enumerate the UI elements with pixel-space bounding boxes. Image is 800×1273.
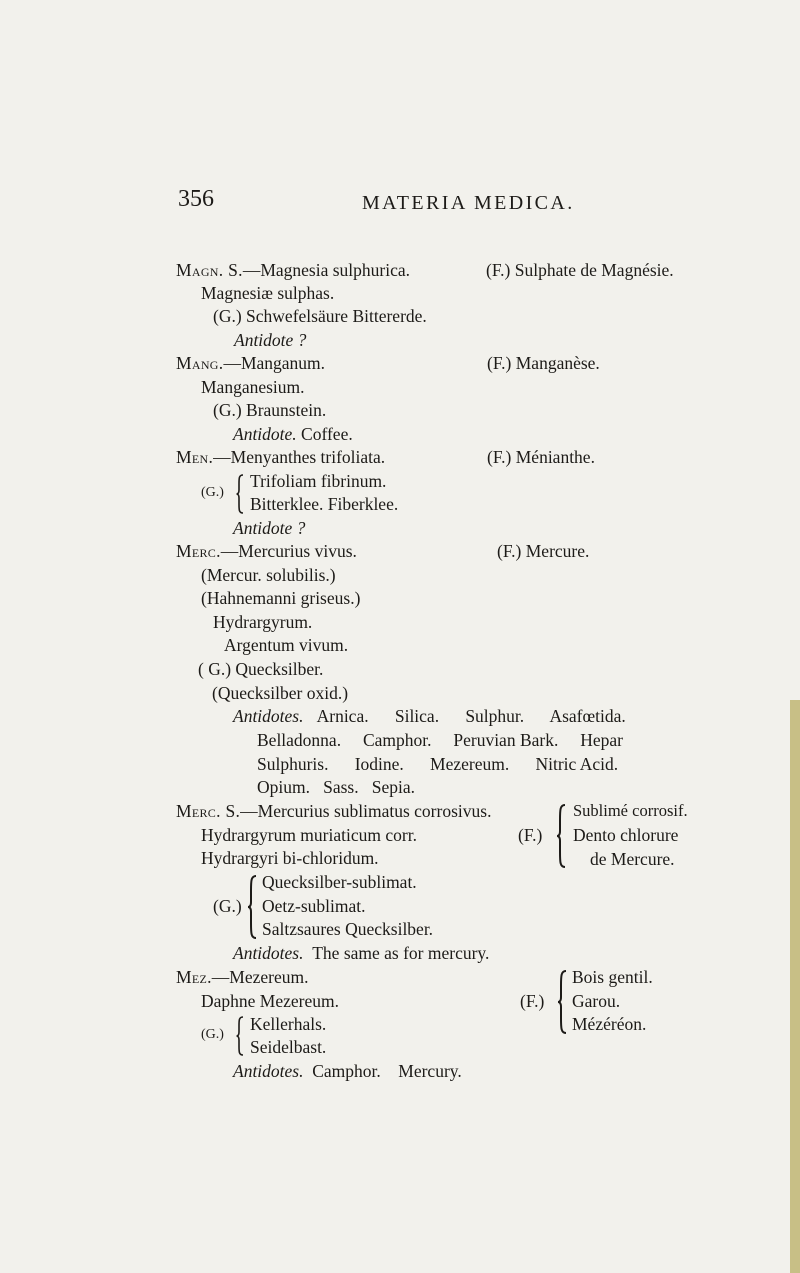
- entry-mez-french-1: Bois gentil.: [572, 967, 653, 987]
- brace-icon: [247, 875, 255, 939]
- entry-merc-s-german-2: Oetz-sublimat.: [262, 896, 366, 916]
- entry-magn-french: (F.) Sulphate de Magnésie.: [486, 260, 674, 280]
- entry-merc-alt-6: (Quecksilber oxid.): [212, 683, 349, 703]
- entry-merc-alt-1: (Mercur. solubilis.): [201, 565, 336, 585]
- entry-mang-heading: Mang.—Manganum.: [176, 353, 326, 373]
- entry-mez-heading: Mez.—Mezereum.: [176, 967, 309, 987]
- entry-mez-german-2: Seidelbast.: [250, 1037, 327, 1057]
- entry-merc-s-alt-1: Hydrargyrum muriaticum corr.: [201, 825, 417, 845]
- brace-icon: [236, 474, 244, 514]
- entry-merc-alt-3: Hydrargyrum.: [213, 612, 313, 632]
- entry-mang-french: (F.) Manganèse.: [487, 353, 600, 373]
- brace-icon: [556, 804, 564, 868]
- entry-merc-antidotes-4: Opium. Sass. Sepia.: [257, 777, 415, 797]
- entry-mez-german-1: Kellerhals.: [250, 1014, 327, 1034]
- entry-merc-antidotes-1: Antidotes. Arnica. Silica. Sulphur. Asafœtida.: [233, 706, 626, 726]
- entry-merc-s-german-3: Saltzsaures Quecksilber.: [262, 919, 434, 939]
- entry-merc-antidotes-3: Sulphuris. Iodine. Mezereum. Nitric Acid.: [257, 754, 619, 774]
- entry-merc-alt-2: (Hahnemanni griseus.): [201, 588, 361, 608]
- entry-merc-alt-5: ( G.) Quecksilber.: [198, 659, 324, 679]
- entry-mez-french-label: (F.): [520, 991, 545, 1011]
- entry-men-french: (F.) Ménianthe.: [487, 447, 595, 467]
- entry-men-heading: Men.—Menyanthes trifoliata.: [176, 447, 386, 467]
- entry-merc-s-french-1: Sublimé corrosif.: [573, 801, 688, 820]
- entry-merc-heading: Merc.—Mercurius vivus.: [176, 541, 357, 561]
- page-number: 356: [178, 186, 214, 212]
- entry-merc-alt-4: Argentum vivum.: [224, 635, 349, 655]
- entry-mang-antidote: Antidote. Coffee.: [233, 424, 353, 444]
- entry-mez-german-label: (G.): [201, 1027, 224, 1042]
- entry-merc-french: (F.) Mercure.: [497, 541, 590, 561]
- entry-men-german-1: Trifoliam fibrinum.: [250, 471, 387, 491]
- page-title: MATERIA MEDICA.: [362, 192, 575, 214]
- entry-merc-s-heading: Merc. S.—Mercurius sublimatus corrosivus.: [176, 801, 492, 821]
- entry-mez-french-2: Garou.: [572, 991, 621, 1011]
- entry-men-antidote: Antidote ?: [233, 518, 306, 538]
- entry-magn-german: (G.) Schwefelsäure Bittererde.: [213, 306, 427, 326]
- entry-mang-alt: Manganesium.: [201, 377, 305, 397]
- entry-magn-antidote: Antidote ?: [234, 330, 307, 350]
- brace-icon: [557, 970, 565, 1034]
- entry-magn-alt: Magnesiæ sulphas.: [201, 283, 335, 303]
- entry-magn-heading: Magn. S.—Magnesia sulphurica.: [176, 260, 411, 280]
- entry-mez-alt: Daphne Mezereum.: [201, 991, 339, 1011]
- entry-mang-german: (G.) Braunstein.: [213, 400, 327, 420]
- entry-merc-s-antidotes: Antidotes. The same as for mercury.: [233, 943, 490, 963]
- entry-merc-s-french-label: (F.): [518, 825, 543, 845]
- entry-merc-s-french-3: de Mercure.: [590, 849, 675, 869]
- entry-men-german-2: Bitterklee. Fiberklee.: [250, 494, 399, 514]
- entry-merc-s-german-1: Quecksilber-sublimat.: [262, 872, 417, 892]
- entry-mez-french-3: Mézéréon.: [572, 1014, 647, 1034]
- entry-merc-s-alt-2: Hydrargyri bi-chloridum.: [201, 848, 379, 868]
- entry-merc-antidotes-2: Belladonna. Camphor. Peruvian Bark. Hepar: [257, 730, 623, 750]
- page-edge-shadow: [790, 700, 800, 1273]
- entry-merc-s-german-label: (G.): [213, 896, 242, 916]
- entry-mez-antidotes: Antidotes. Camphor. Mercury.: [233, 1061, 462, 1081]
- entry-men-german-label: (G.): [201, 485, 224, 500]
- brace-icon: [236, 1016, 244, 1056]
- entry-merc-s-french-2: Dento chlorure: [573, 825, 679, 845]
